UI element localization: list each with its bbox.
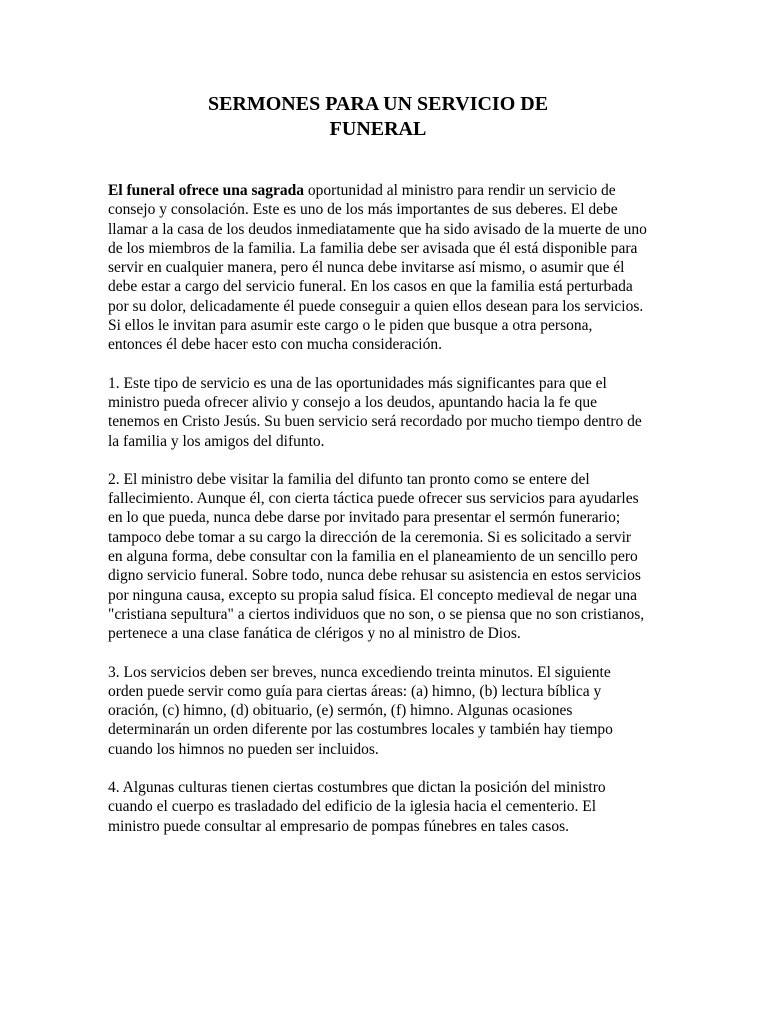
intro-paragraph	[108, 181, 648, 355]
document-title	[108, 92, 648, 141]
paragraph-4: 4. Algunas culturas tienen ciertas costumbres que dictan la posición del ministro cuando el cuerpo es trasladado del edificio de la iglesia hacia el cementerio. El ministro puede consultar al empresario de pompas fúnebres en tales casos.	[108, 779, 606, 835]
document-page	[108, 92, 648, 855]
title-line-1: SERMONES PARA UN SERVICIO DE	[207, 93, 549, 115]
paragraph-1: 1. Este tipo de servicio es una de las oportunidades más significantes para que el ministro pueda ofrecer alivio y consejo a los deudos, apuntando hacia la fe que tenemos en Cristo Jesús. Su buen servicio será recordado por mucho tiempo dentro de la familia y los amigos del difunto.	[108, 374, 642, 450]
intro-lead: El funeral ofrece una sagrada	[108, 182, 305, 199]
intro-rest: oportunidad al ministro para rendir un servicio de consejo y consolación. Este es uno de los más importantes de sus deberes. El debe llamar a la casa de los deudos inmediatamente que ha sido avisado de la muerte de uno de los miembros de la familia. La familia debe ser avisada que él está disponible para servir en cualquier manera, pero él nunca debe invitarse así mismo, o asumir que él debe estar a cargo del servicio funeral. En los casos en que la familia está perturbada por su dolor, delicadamente él puede conseguir a quien ellos desean para los servicios. Si ellos le invitan para asumir este cargo o le piden que busque a otra persona, entonces él debe hacer esto con mucha consideración.	[108, 182, 647, 354]
paragraph-2: 2. El ministro debe visitar la familia del difunto tan pronto como se entere del fallecimiento. Aunque él, con cierta táctica puede ofrecer sus servicios para ayudarles en lo que pueda, nunca debe darse por invitado para presentar el sermón funerario; tampoco debe tomar a su cargo la dirección de la ceremonia. Si es solicitado a servir en alguna forma, debe consultar con la familia en el planeamiento de un sencillo pero digno servicio funeral. Sobre todo, nunca debe rehusar su asistencia en estos servicios por ninguna causa, excepto su propia salud física. El concepto medieval de negar una "cristiana sepultura" a ciertos individuos que no son, o se piensa que no son cristianos, pertenece a una clase fanática de clérigos y no al ministro de Dios.	[108, 470, 645, 643]
title-line-2: FUNERAL	[329, 117, 427, 140]
paragraph-3: 3. Los servicios deben ser breves, nunca excediendo treinta minutos. El siguiente orden puede servir como guía para ciertas áreas: (a) himno, (b) lectura bíblica y oración, (c) himno, (d) obituario, (e) sermón, (f) himno. Algunas ocasiones determinarán un orden diferente por las costumbres locales y también hay tiempo cuando los himnos no pueden ser incluidos.	[108, 663, 613, 758]
